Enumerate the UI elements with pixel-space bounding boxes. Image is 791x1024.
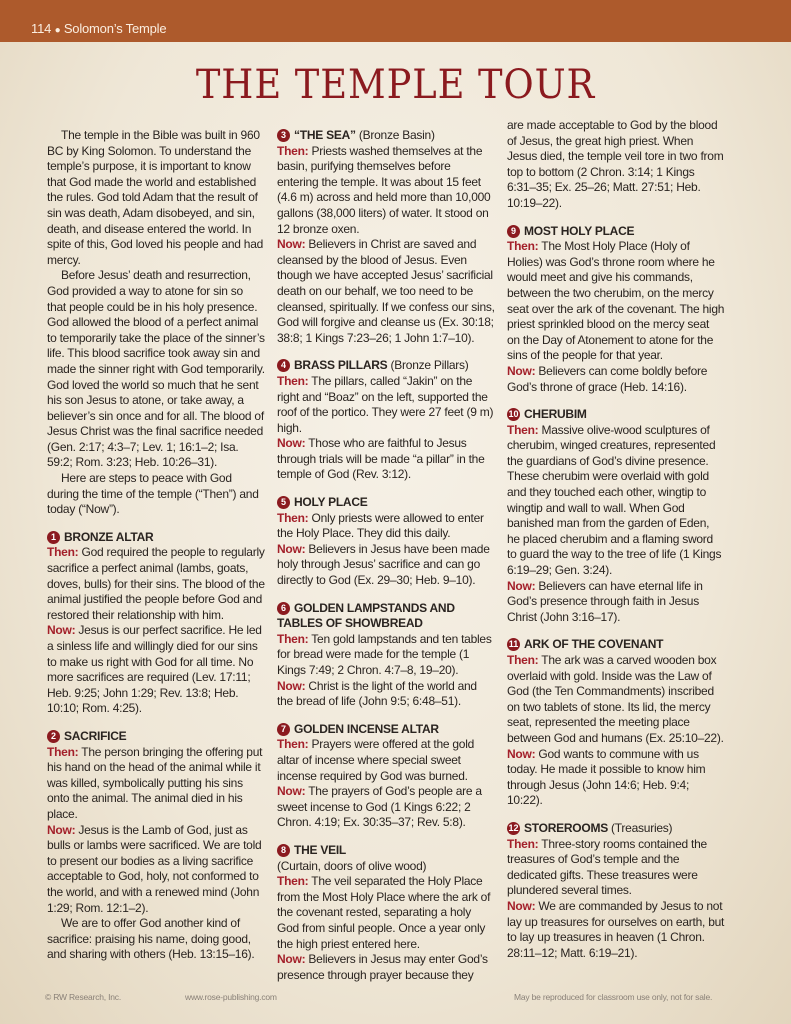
paragraph: are made acceptable to God by the blood of Jesus, the great high priest. When Jesus died, the temple veil tore in two from top to bottom (2 Chron. 3:14; 1 Kings 6:31–35; Ex. 25–26; Matt. 27:51; Heb. 10:19–22).: [507, 118, 724, 210]
then-text: God required the people to regularly sacrifice a perfect animal (lambs, goats, doves, bulls) for their sins. The blood of the animal justified the people before God and restored their relationship with him.: [47, 545, 265, 622]
then-text: The pillars, called “Jakin” on the right and “Boaz” on the left, supported the roof of the portico. They were 27 feet (9 m) high.: [277, 373, 494, 435]
section-6: [277, 601, 495, 710]
section-1: [47, 530, 265, 717]
page-title: THE TEMPLE TOUR: [195, 62, 596, 108]
number-badge-icon: 10: [508, 409, 519, 420]
then-paragraph: [277, 144, 495, 238]
section-title: BRONZE ALTAR: [64, 529, 154, 544]
section-heading: [507, 407, 725, 423]
then-paragraph: [47, 545, 265, 623]
section-7: [277, 722, 495, 831]
section-heading: [277, 843, 495, 859]
paragraph: The temple in the Bible was built in 960 BC by King Solomon. To understand the temple’s purpose, it is important to know that God made the world and established the rules. God told Adam that the result of sin was death, Adam disobeyed, and sin, death, and disease entered the world. In spite of this, God loved his people and had mercy.: [47, 128, 264, 267]
number-badge-icon: 12: [508, 822, 519, 833]
page-number: 114: [31, 21, 52, 36]
then-text: The veil separated the Holy Place from the Most Holy Place where the ark of the covenant rested, separating a holy God from sinful people. Once a year only the high priest entered here.: [277, 874, 491, 951]
number-badge-icon: 8: [277, 844, 290, 857]
paragraph: Before Jesus’ death and resurrection, God provided a way to atone for sin so that people could be in his holy presence. God allowed the blood of a perfect animal to temporarily take the place of the sinner’s life. This blood sacrifice took away sin and made the sinner right with God temporarily. God loved the world so much that he sent his son Jesus to atone, or take away, a believer’s sin once and for all. The blood of Jesus Christ was the final sacrifice needed (Gen. 2:17; 4:3–7; Lev. 1; 16:1–2; Isa. 59:2; Rom. 3:23; Heb. 10:26–31).: [47, 268, 265, 470]
now-label: Now:: [507, 578, 536, 593]
section-subtitle: (Treasuries): [607, 820, 673, 835]
now-text: Those who are faithful to Jesus through trials will be made “a pillar” in the temple of God (Rev. 3:12).: [277, 436, 485, 482]
number-badge-icon: 3: [277, 129, 290, 142]
now-paragraph: [277, 952, 495, 983]
then-paragraph: [507, 653, 725, 747]
footer-website[interactable]: www.rose-publishing.com: [185, 992, 277, 1002]
section-heading: [277, 128, 495, 144]
section-heading: [507, 637, 725, 653]
section-heading: [277, 495, 495, 511]
then-paragraph: [277, 737, 495, 784]
section-title: CHERUBIM: [524, 407, 587, 422]
running-header: [31, 21, 166, 36]
section-8: [277, 843, 495, 983]
section-title: THE VEIL: [294, 842, 347, 857]
section-10: [507, 407, 725, 625]
section-subtitle: (Bronze Basin): [355, 128, 435, 142]
then-label: Then:: [277, 373, 309, 388]
now-text: The prayers of God’s people are a sweet incense to God (1 Kings 6:22; 2 Chron. 4:19; Ex. 30:35–37; Rev. 5:8).: [277, 784, 482, 830]
now-text: Believers can have eternal life in God’s presence through faith in Jesus Christ (John 3:16–17).: [507, 578, 703, 624]
then-text: The Most Holy Place (Holy of Holies) was God’s throne room where he would meet and give his commands, between the two cherubim, on the mercy seat over the ark of the covenant. The high priest sprinkled blood on the mercy seat on the Day of Atonement to atone for the sins of the people for that year.: [507, 239, 725, 363]
now-label: Now:: [507, 363, 536, 378]
now-text: God wants to commune with us today. He made it possible to know him through Jesus (John 14:6; Heb. 9:4; 10:22).: [507, 746, 706, 808]
number-badge-icon: 4: [277, 359, 290, 372]
now-paragraph: [277, 436, 495, 483]
number-badge-icon: 6: [277, 602, 290, 615]
now-label: Now:: [277, 541, 306, 556]
then-label: Then:: [507, 836, 539, 851]
section-5: [277, 495, 495, 589]
section-9: [507, 224, 725, 396]
then-paragraph: [277, 874, 495, 952]
then-label: Then:: [277, 510, 309, 525]
now-paragraph: [507, 747, 725, 809]
then-text: Three-story rooms contained the treasures of God’s temple and the dedicated gifts. These treasures were plundered several times.: [507, 836, 707, 898]
then-label: Then:: [47, 545, 79, 560]
then-label: Then:: [507, 422, 539, 437]
now-text: Believers in Jesus have been made holy through Jesus’ sacrifice and can go directly to God (Ex. 29–30; Heb. 9–10).: [277, 541, 490, 588]
section-title: “THE SEA”: [294, 128, 356, 142]
now-text: Believers can come boldly before God’s throne of grace (Heb. 14:16).: [507, 363, 708, 394]
section-heading: [277, 358, 495, 374]
section-2: [47, 729, 265, 916]
section-heading: [507, 224, 725, 240]
then-label: Then:: [277, 143, 309, 158]
now-paragraph: [47, 823, 265, 917]
section-title: ARK OF THE COVENANT: [524, 637, 664, 652]
then-paragraph: [507, 837, 725, 899]
number-badge-icon: 11: [508, 639, 519, 650]
section-title: HOLY PLACE: [294, 495, 368, 510]
now-paragraph: [507, 899, 725, 961]
then-label: Then:: [507, 653, 539, 667]
section-heading: [277, 601, 495, 632]
now-label: Now:: [47, 822, 76, 837]
then-text: Massive olive-wood sculptures of cherubim, winged creatures, represented the guardians of God’s divine presence. These cherubim were overlaid with gold and they touched each other, wingtip to wingtip and wall to wall. When God banished man from the garden of Eden, he placed cherubim and a flaming sword to guard the way to the tree of life (1 Kings 6:19–29; Gen. 3:24).: [507, 422, 722, 578]
section-title: STOREROOMS: [524, 820, 608, 835]
then-label: Then:: [507, 239, 539, 254]
now-label: Now:: [277, 952, 306, 967]
section-subtitle: (Bronze Pillars): [387, 358, 469, 373]
column-3: [507, 118, 725, 961]
now-paragraph: [507, 579, 725, 626]
now-label: Now:: [277, 678, 306, 693]
now-paragraph: [277, 679, 495, 710]
footer-copyright: © RW Research, Inc.: [45, 992, 121, 1002]
number-badge-icon: 7: [277, 723, 290, 736]
section-name: Solomon’s Temple: [63, 21, 167, 36]
then-text: Only priests were allowed to enter the Holy Place. They did this daily.: [277, 510, 484, 541]
bullet-icon: ●: [54, 25, 61, 36]
footer-notice: May be reproduced for classroom use only, not for sale.: [514, 992, 713, 1002]
now-paragraph: [277, 784, 495, 831]
then-text: The ark was a carved wooden box overlaid with gold. Inside was the Law of God (the Ten Commandments) inscribed on two tablets of stone. Its lid, the mercy seat, represented the meeting place between God and humans (Ex. 25:10–22).: [507, 653, 724, 745]
then-label: Then:: [277, 737, 309, 752]
now-paragraph: [47, 623, 265, 717]
section-heading: [507, 821, 725, 837]
now-label: Now:: [507, 898, 536, 913]
section-11: [507, 637, 725, 809]
now-label: Now:: [507, 746, 536, 761]
then-label: Then:: [47, 744, 79, 759]
now-text: Christ is the light of the world and the bread of life (John 9:5; 6:48–51).: [277, 678, 477, 709]
then-paragraph: [277, 632, 495, 679]
then-paragraph: [277, 374, 495, 436]
section-title: BRASS PILLARS: [294, 358, 388, 373]
section-heading: [47, 530, 265, 546]
section-heading: [47, 729, 265, 745]
number-badge-icon: 2: [47, 730, 60, 743]
number-badge-icon: 9: [507, 225, 520, 238]
now-paragraph: [507, 364, 725, 395]
paragraph: We are to offer God another kind of sacrifice: praising his name, doing good, and sharing with others (Heb. 13:15–16).: [47, 916, 255, 962]
now-label: Now:: [277, 784, 306, 799]
then-label: Then:: [277, 631, 309, 646]
section-title: GOLDEN INCENSE ALTAR: [294, 721, 439, 736]
now-text: Believers in Jesus may enter God’s presence through prayer because they: [277, 952, 488, 982]
now-paragraph: [277, 237, 495, 346]
now-label: Now:: [47, 623, 76, 638]
now-text: Jesus is our perfect sacrifice. He led a sinless life and willingly died for our sins to make us right with God for all time. No more sacrifices are required (Lev. 17:11; Heb. 9:25; John 1:29; Rev. 13:8; Heb. 10:10; Rom. 4:25).: [47, 623, 262, 716]
now-text: Believers in Christ are saved and cleansed by the blood of Jesus. Even though we have accepted Jesus’ sacrificial death on our behalf, we too need to be cleansed, spiritually. If we confess our sins, God will forgive and cleanse us (Ex. 30:18; 38:8; 1 Kings 7:23–26; 1 John 1:7–10).: [277, 237, 495, 345]
now-paragraph: [277, 542, 495, 589]
then-text: The person bringing the offering put his hand on the head of the animal while it was killed, symbolically putting his sins onto the animal. The animal died in his place.: [47, 744, 263, 821]
then-paragraph: [277, 511, 495, 542]
number-badge-icon: 5: [277, 496, 290, 509]
number-badge-icon: 1: [47, 531, 60, 544]
then-text: Priests washed themselves at the basin, purifying themselves before entering the temple. It was about 15 feet (4.6 m) across and held more than 10,000 gallons (38,000 liters) of water. It stood on 12 bronze oxen.: [277, 143, 491, 236]
now-text: Jesus is the Lamb of God, just as bulls or lambs were sacrificed. We are told to present our bodies as a living sacrifice acceptable to God, holy, not conformed to the world, and with a renewed mind (John 1:29; Rom. 12:1–2).: [47, 822, 262, 915]
column-1: [47, 128, 265, 963]
section-title: GOLDEN LAMPSTANDS AND TABLES OF SHOWBREAD: [277, 600, 455, 631]
now-label: Now:: [277, 436, 306, 451]
section-heading: [277, 722, 495, 738]
now-label: Now:: [277, 237, 306, 252]
then-paragraph: [507, 423, 725, 579]
then-text: Ten gold lampstands and ten tables for bread were made for the temple (1 Kings 7:49; 2 Chron. 4:7–8, 19–20).: [277, 631, 492, 677]
paragraph: Here are steps to peace with God during the time of the temple (“Then”) and today (“Now”).: [47, 471, 259, 517]
section-subline: (Curtain, doors of olive wood): [277, 858, 427, 873]
then-paragraph: [507, 239, 725, 364]
section-3: [277, 128, 495, 346]
section-4: [277, 358, 495, 483]
then-paragraph: [47, 745, 265, 823]
section-title: SACRIFICE: [64, 728, 127, 743]
then-text: Prayers were offered at the gold altar of incense where special sweet incense required by God was burned.: [277, 737, 475, 783]
now-text: We are commanded by Jesus to not lay up treasures for ourselves on earth, but to lay up treasures in heaven (1 Chron. 28:11–12; Matt. 6:19–21).: [507, 898, 725, 960]
section-title: MOST HOLY PLACE: [524, 223, 635, 238]
section-12: [507, 821, 725, 961]
column-2: [277, 128, 495, 983]
then-label: Then:: [277, 874, 309, 889]
